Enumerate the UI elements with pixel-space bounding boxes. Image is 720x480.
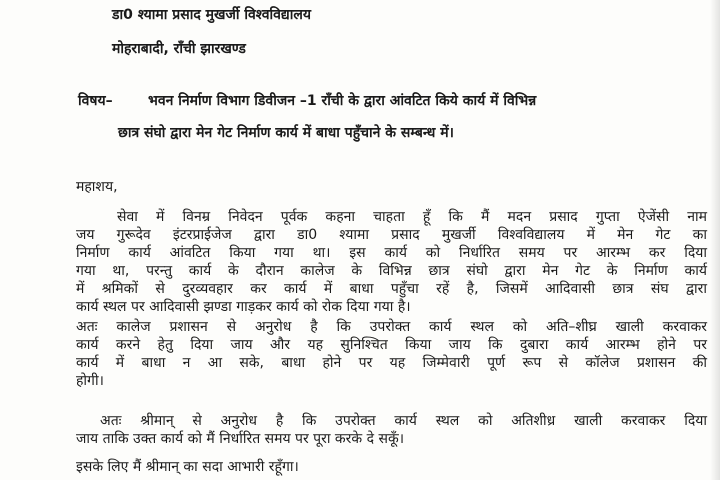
para1-line-3: निर्माण कार्य आंवटित किया गया था। इस कार्य को निर्धारित समय पर आरम्भ कर दिया xyxy=(76,245,707,261)
para3-line-1: अतः श्रीमान् से अनुरोध है कि उपरोक्त कार्य स्थल को अतिशीध्र खाली करवाकर दिया xyxy=(100,413,707,429)
para2-line-4: होगी। xyxy=(76,373,104,389)
para2-line-2: कार्य करने हेतु दिया जाय और यह सुनिश्चित किया जाय कि दुबारा कार्य आरम्भ होने पर xyxy=(76,337,707,353)
recipient-line-2: मोहराबादी, राँची झारखण्ड xyxy=(112,41,246,57)
subject-line-2: छात्र संघो द्वारा मेन गेट निर्माण कार्य में बाधा पहुँचाने के सम्बन्ध में। xyxy=(118,125,454,141)
page-edge-shadow xyxy=(710,0,720,480)
para2-line-3: कार्य में बाधा न आ सके, बाधा होने पर यह जिम्मेवारी पूर्ण रूप से कॉलेज प्रशासन की xyxy=(76,355,707,371)
subject-label: विषय– xyxy=(78,93,113,109)
para3-line-2: जाय ताकि उक्त कार्य को मैं निर्धारित समय पर पूरा करके दे सकूँ। xyxy=(76,431,405,447)
para1-line-1: सेवा में विनम्र निवेदन पूर्वक कहना चाहता हूँ कि मैं मदन प्रसाद गुप्ता ऐजेंसी नाम xyxy=(117,209,707,225)
para2-line-1: अतः कालेज प्रशासन से अनुरोध है कि उपरोक्त कार्य स्थल को अति–शीघ्र खाली करवाकर xyxy=(76,319,707,335)
para1-line-4: गया था, परन्तु कार्य के दौरान कालेज के विभिन्न छात्र संघो द्वारा मेन गेट के निर्माण कार्य xyxy=(76,263,707,279)
para1-line-5: में श्रमिकों से दुरव्यवहार कर कार्य में बाधा पहुँचा रहें है, जिसमें आदिवासी छात्र संघ द्वारा xyxy=(76,281,707,297)
para1-line-6: कार्य स्थल पर आदिवासी झण्डा गाड़कर कार्य को रोक दिया गया है। xyxy=(76,299,411,315)
recipient-line-1: डा0 श्यामा प्रसाद मुखर्जी विश्वविद्यालय xyxy=(112,7,311,23)
para1-line-2: जय गुरूदेव इंटरप्राईजेज द्वारा डा0 श्यामा प्रसाद मुखर्जी विश्वविद्यालय में मेन गेट का xyxy=(76,227,707,243)
subject-line-1: भवन निर्माण विभाग डिवीजन –1 राँची के द्वारा आंवटित किये कार्य में विभिन्न xyxy=(148,93,537,109)
salutation: महाशय, xyxy=(76,179,118,195)
closing-line: इसके लिए मैं श्रीमान् का सदा आभारी रहूँगा। xyxy=(76,459,299,475)
